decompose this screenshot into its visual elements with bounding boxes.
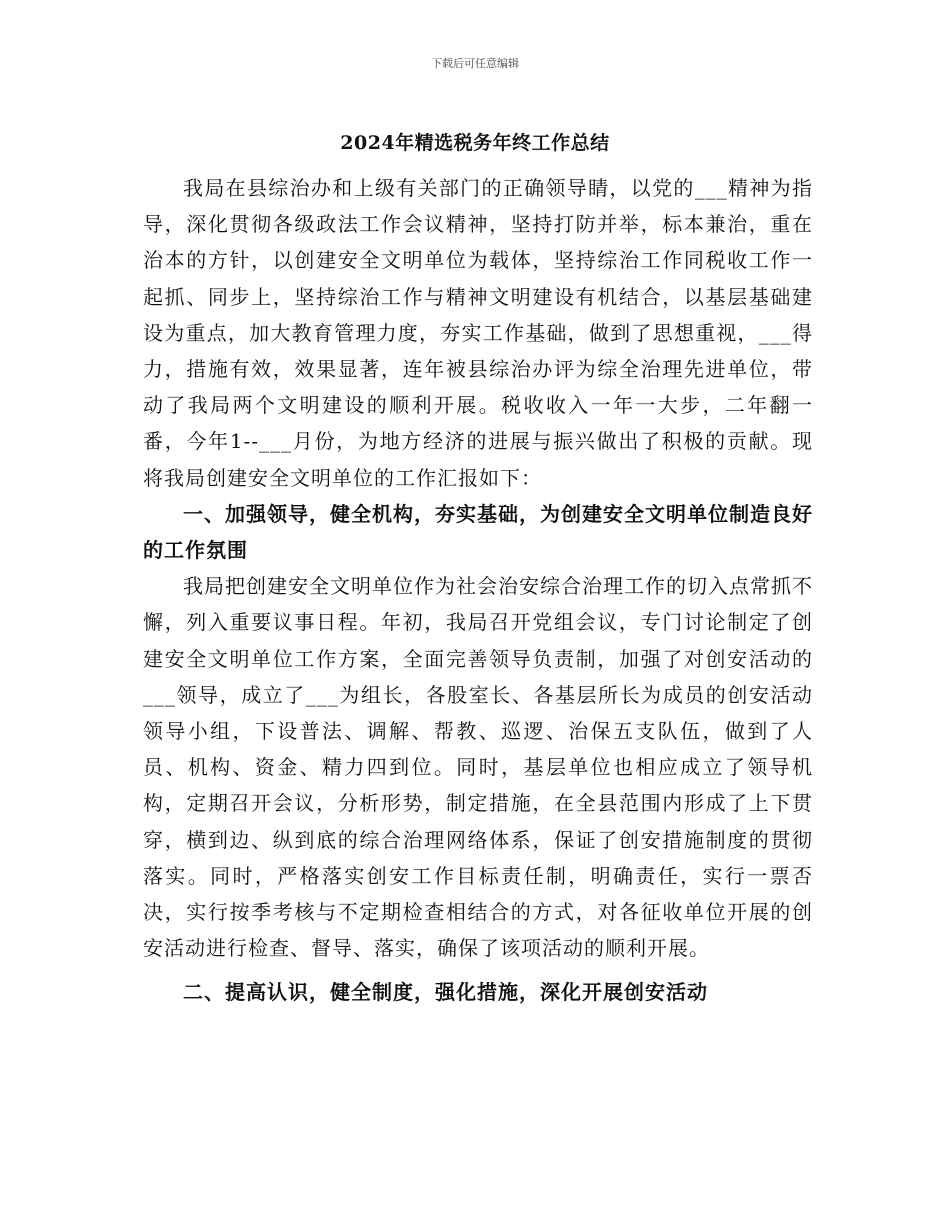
intro-paragraph: 我局在县综治办和上级有关部门的正确领导睛，以党的___精神为指导，深化贯彻各级政法工作会议精神，坚持打防并举，标本兼治，重在治本的方针，以创建安全文明单位为载体，坚持综治工作同税收工作一起抓、同步上，坚持综治工作与精神文明建设有机结合，以基层基础建设为重点，加大教育管理力度，夯实工作基础，做到了思想重视，___得力，措施有效，效果显著，连年被县综治办评为综全治理先进单位，带动了我局两个文明建设的顺利开展。税收收入一年一大步，二年翻一番，今年1--___月份，为地方经济的进展与振兴做出了积极的贡献。现将我局创建安全文明单位的工作汇报如下： [143,176,813,490]
section-heading-2: 二、提高认识，健全制度，强化措施，深化开展创安活动 [183,980,708,1005]
document-body [143,170,813,1011]
section-1-paragraph: 我局把创建安全文明单位作为社会治安综合治理工作的切入点常抓不懈，列入重要议事日程。年初，我局召开党组会议，专门讨论制定了创建安全文明单位工作方案，全面完善领导负责制，加强了对创安活动的___领导，成立了___为组长，各股室长、各基层所长为成员的创安活动领导小组，下设普法、调解、帮教、巡逻、治保五支队伍，做到了人员、机构、资金、精力四到位。同时，基层单位也相应成立了领导机构，定期召开会议，分析形势，制定措施，在全县范围内形成了上下贯穿，横到边、纵到底的综合治理网络体系，保证了创安措施制度的贯彻落实。同时，严格落实创安工作目标责任制，明确责任，实行一票否决，实行按季考核与不定期检查相结合的方式，对各征收单位开展的创安活动进行检查、督导、落实，确保了该项活动的顺利开展。 [143,574,813,961]
section-heading-1: 一、加强领导，健全机构，夯实基础，为创建安全文明单位制造良好的工作氛围 [143,501,813,563]
document-title: 2024年精选税务年终工作总结 [340,132,610,154]
page-header-note: 下载后可任意编辑 [431,57,519,70]
